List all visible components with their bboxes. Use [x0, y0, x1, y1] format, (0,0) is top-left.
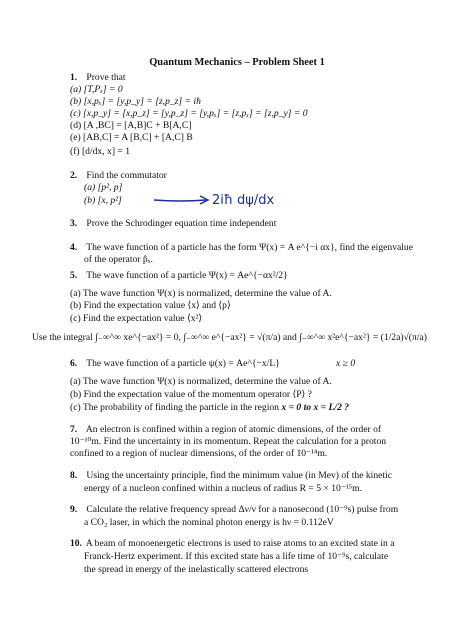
question-text: Find the commutator: [86, 170, 167, 181]
question-5a: (a) The wave function Ψ(x) is normalized, determine the value of A.: [70, 288, 332, 299]
question-10: [70, 538, 394, 550]
question-1c: (c) [x,p_y] = [x,p_z] = [y,p_z] = [y,pₓ] = [z,pₓ] = [z,p_y] = 0: [70, 108, 308, 119]
question-10-line-2: Franck-Hertz experiment. If this excited state has a life time of 10⁻⁹s, calculate: [84, 551, 389, 562]
question-text: Prove that: [86, 72, 126, 83]
question-1: [70, 72, 126, 84]
question-number: 2.: [70, 170, 78, 181]
question-6c-text: (c) The probability of finding the particle in the region: [70, 402, 279, 413]
question-number: 4.: [70, 242, 78, 253]
question-1d: (d) [A ,BC] = [A,B]C + B[A,C]: [70, 120, 192, 131]
handwritten-annotation: [150, 180, 275, 218]
question-number: 3.: [70, 218, 78, 229]
question-text-line-1: Using the uncertainty principle, find the minimum value (in Mev) of the kinetic: [86, 470, 392, 481]
question-7: [70, 424, 381, 436]
question-6-condition: x ≥ 0: [336, 358, 356, 369]
question-text-line-1: A beam of monoenergetic electrons is used to raise atoms to an excited state in a: [85, 538, 395, 549]
question-number: 8.: [70, 470, 78, 481]
question-number: 10.: [70, 538, 82, 549]
integral-hint: Use the integral ∫₋∞^∞ xe^{−ax²} = 0, ∫₋∞^∞ e^{−ax²} = √(π/a) and ∫₋∞^∞ x²e^{−ax²} = (1/2a)√(π/a): [32, 332, 427, 343]
page-title: Quantum Mechanics – Problem Sheet 1: [149, 57, 325, 68]
question-5: [70, 270, 288, 282]
question-3: [70, 218, 276, 230]
question-8: [70, 470, 392, 482]
question-6c: [70, 402, 349, 414]
question-10-line-3: the spread in energy of the inelastically scattered electrons: [84, 564, 309, 575]
question-9-line-2: a CO₂ laser, in which the nominal photon energy is hν = 0.112eV: [84, 517, 334, 528]
question-9: [70, 504, 398, 516]
question-text: The wave function of a particle ψ(x) = Ae^{−x/L}: [86, 358, 280, 369]
question-2b: (b) [x, p²]: [84, 195, 122, 206]
question-number: 7.: [70, 424, 78, 435]
question-6: [70, 358, 280, 370]
question-text: Prove the Schrodinger equation time independent: [86, 218, 277, 229]
question-4: [70, 242, 413, 254]
question-7-line-3: confined to a region of nuclear dimensions, of the order of 10⁻¹⁴m.: [70, 448, 328, 459]
question-1f: (f) [d/dx, x] = 1: [70, 146, 131, 157]
question-6a: (a) The wave function Ψ(x) is normalized, determine the value of A.: [70, 376, 332, 387]
question-5b: (b) Find the expectation value ⟨x⟩ and ⟨p⟩: [70, 300, 231, 311]
question-1b: (b) [x,pₓ] = [y,p_y] = [z,p_z] = iħ: [70, 96, 201, 107]
question-number: 5.: [70, 270, 78, 281]
question-number: 6.: [70, 358, 78, 369]
question-1a: (a) [T,Pₓ] = 0: [70, 84, 123, 95]
question-text-line-1: An electron is confined within a region of atomic dimensions, of the order of: [85, 424, 382, 435]
question-number: 9.: [70, 504, 78, 515]
question-number: 1.: [70, 72, 78, 83]
question-text-line-1: Calculate the relative frequency spread Δν/ν for a nanosecond (10⁻⁹s) pulse from: [86, 504, 399, 515]
question-2a: (a) [p², p]: [84, 182, 123, 193]
question-5c: (c) Find the expectation value ⟨x²⟩: [70, 313, 203, 324]
question-7-line-2: 10⁻¹⁰m. Find the uncertainty in its momentum. Repeat the calculation for a proton: [70, 436, 387, 447]
question-text-line-1: The wave function of a particle has the form Ψ(x) = A e^{−i αx}, find the eigenvalue: [86, 242, 413, 253]
question-text: The wave function of a particle Ψ(x) = Ae^{−αx²/2}: [86, 270, 288, 281]
question-1e: (e) [AB,C] = A [B,C] + [A,C] B: [70, 132, 193, 143]
question-4-line-2: of the operator p̂ₓ.: [84, 254, 153, 265]
handwritten-text: 2iħ dψ/dx: [212, 193, 275, 208]
question-6b: (b) Find the expectation value of the momentum operator ⟨P⟩ ?: [70, 389, 312, 400]
question-6c-region: x = 0 to x = L/2 ?: [281, 402, 350, 413]
question-8-line-2: energy of a nucleon confined within a nucleus of radius R = 5 × 10⁻¹⁵m.: [84, 483, 362, 494]
handwritten-arrow-icon: [150, 180, 275, 218]
